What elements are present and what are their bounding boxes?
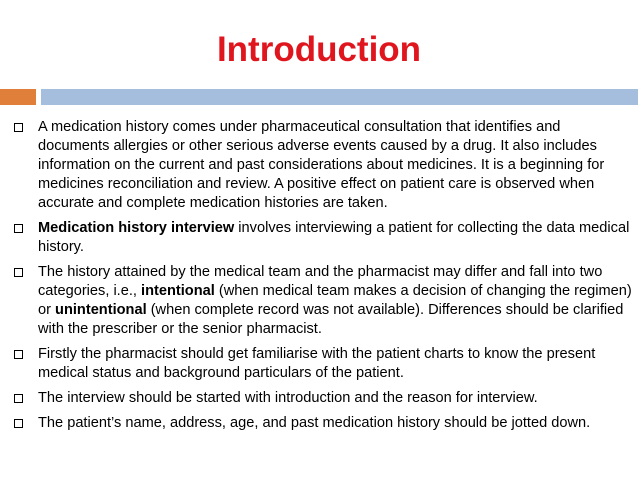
bullet-item xyxy=(14,345,634,383)
bullet-text: (when complete record was not available). Differences should be clarified with the prescriber or the senior pharmacist. xyxy=(38,302,624,337)
bullet-text: A medication history comes under pharmaceutical consultation that identifies and documents allergies or other serious adverse events caused by a drug. It also includes information on the current and past considerations about medicines. It is a beginning for medicines reconciliation and review. A positive effect on patient care is observed when accurate and complete medication histories are taken. xyxy=(38,119,605,211)
bullet-text: Firstly the pharmacist should get familiarise with the patient charts to know the present medical status and background particulars of the patient. xyxy=(38,346,596,381)
square-bullet-icon xyxy=(14,394,23,403)
bullet-item xyxy=(14,219,634,257)
accent-bar-blue xyxy=(41,89,638,105)
slide-title: Introduction xyxy=(216,30,422,69)
bullet-item xyxy=(14,414,634,433)
bullet-text: The history attained by the medical team and the pharmacist may differ and fall into two categories, i.e., xyxy=(38,264,603,299)
bullet-bold-term: intentional xyxy=(141,283,215,299)
bullet-text: involves interviewing a patient for collecting the data medical history. xyxy=(38,220,630,255)
square-bullet-icon xyxy=(14,123,23,132)
bullet-item xyxy=(14,118,634,213)
square-bullet-icon xyxy=(14,224,23,233)
bullet-list xyxy=(14,118,634,439)
square-bullet-icon xyxy=(14,268,23,277)
bullet-text: The interview should be started with introduction and the reason for interview. xyxy=(38,390,538,406)
accent-bar-orange xyxy=(0,89,36,105)
bullet-item xyxy=(14,263,634,339)
bullet-item xyxy=(14,389,634,408)
bullet-text: The patient’s name, address, age, and past medication history should be jotted down. xyxy=(38,415,591,431)
square-bullet-icon xyxy=(14,419,23,428)
bullet-bold-term: Medication history interview xyxy=(38,220,235,236)
bullet-text: (when medical team makes a decision of changing the regimen) or xyxy=(38,283,632,318)
bullet-bold-term: unintentional xyxy=(55,302,147,318)
square-bullet-icon xyxy=(14,350,23,359)
